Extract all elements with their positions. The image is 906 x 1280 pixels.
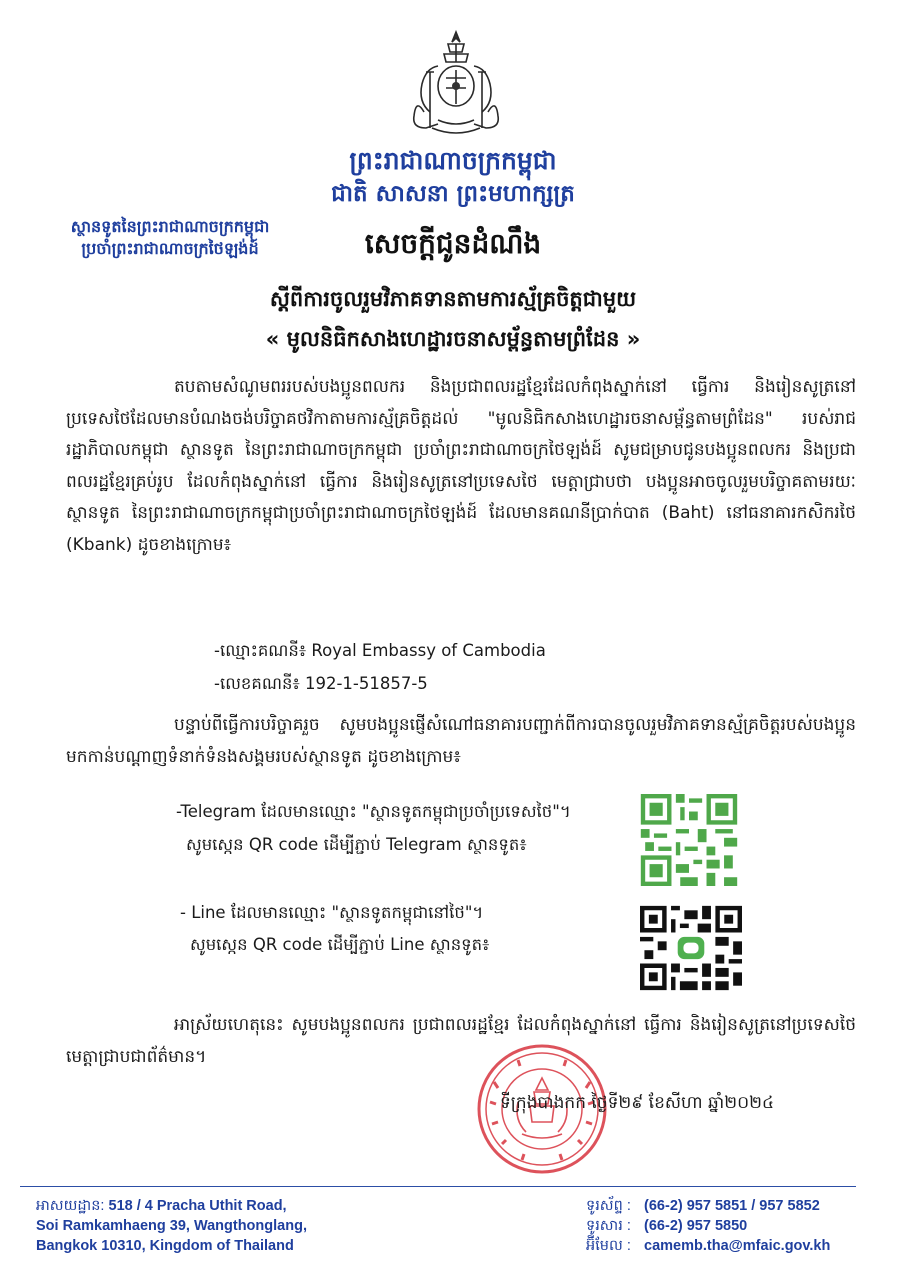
notice-title: សេចក្តីជូនដំណឹង — [364, 227, 542, 260]
phone-number: (66-2) 957 5851 / 957 5852 — [644, 1198, 820, 1214]
address-label: អាសយដ្ឋាន: — [36, 1198, 105, 1214]
account-name: -ឈ្មោះគណនី៖ Royal Embassy of Cambodia — [214, 641, 546, 660]
subject-line2: « មូលនិធិកសាងហេដ្ឋារចនាសម្ព័ន្ធតាមព្រំដែន » — [265, 327, 641, 351]
address-line2: Soi Ramkamhaeng 39, Wangthonglang, — [36, 1218, 307, 1234]
kingdom-heading: ព្រះរាជាណាចក្រកម្ពុជា — [349, 146, 557, 175]
footer-address — [36, 1196, 307, 1256]
fax-number: (66-2) 957 5850 — [644, 1218, 748, 1234]
telegram-contact-line1: -Telegram ដែលមានឈ្មោះ "ស្ថានទូតកម្ពុជាប្រចាំប្រទេសថៃ"។ — [176, 802, 571, 821]
royal-arms-of-cambodia-icon — [408, 28, 504, 140]
footer-divider — [20, 1186, 856, 1187]
account-number: -លេខគណនី៖ 192-1-51857-5 — [214, 674, 428, 693]
subject-line1: ស្តីពីការចូលរួមវិភាគទានតាមការស្ម័គ្រចិត្តជាមួយ — [269, 287, 637, 311]
address-line1: 518 / 4 Pracha Uthit Road, — [108, 1198, 287, 1214]
email-label: អ៊ីមែល : — [586, 1238, 631, 1254]
telegram-qr-code-icon[interactable] — [640, 794, 738, 886]
line-qr-code-icon[interactable] — [640, 905, 742, 991]
body-paragraph-2: បន្ទាប់ពីធ្វើការបរិច្ចាគរួច សូមបងប្អូនផ្ញើសំណៅធនាគារបញ្ជាក់ពីការបានចូលរួមវិភាគទានស្ម័គ្រចិត្តរបស់បងប្អូន មកកាន់បណ្តាញទំនាក់ទំនងសង្គមរបស់ស្ថានទូត ដូចខាងក្រោម៖ — [66, 715, 856, 767]
motto-heading: ជាតិ សាសនា ព្រះមហាក្សត្រ — [331, 181, 575, 207]
phone-label: ទូរស័ព្ទ : — [586, 1198, 631, 1214]
address-line3: Bangkok 10310, Kingdom of Thailand — [36, 1238, 294, 1254]
line-contact-line1: - Line ដែលមានឈ្មោះ "ស្ថានទូតកម្ពុជានៅថៃ"។ — [180, 903, 484, 922]
fax-label: ទូរសារ : — [586, 1218, 631, 1234]
body-paragraph-1: តបតាមសំណូមពររបស់បងប្អូនពលករ និងប្រជាពលរដ្ឋខ្មែរដែលកំពុងស្នាក់នៅ ធ្វើការ និងរៀនសូត្រនៅប្រទេសថៃដែលមានបំណងចង់បរិច្ចាគថវិកាតាមការស្ម័គ្រចិត្តដល់ "មូលនិធិកសាងហេដ្ឋារចនាសម្ព័ន្ធតាមព្រំដែន" របស់រាជរដ្ឋាភិបាលកម្ពុជា ស្ថានទូត នៃព្រះរាជាណាចក្រកម្ពុជា ប្រចាំព្រះរាជាណាចក្រថៃឡង់ដ៍ សូមជម្រាបជូនបងប្អូនពលករ និងប្រជាពលរដ្ឋខ្មែរគ្រប់រូប ដែលកំពុងស្នាក់នៅ ធ្វើការ និងរៀនសូត្រនៅប្រទេសថៃ មេត្តាជ្រាបថា បងប្អូនអាចចូលរួមបរិច្ចាគតាមរយៈស្ថានទូត នៃព្រះរាជាណាចក្រកម្ពុជាប្រចាំព្រះរាជាណាចក្រថៃឡង់ដ៍ ដែលមានគណនីប្រាក់បាត (Baht) នៅធនាគារកសិករថៃ (Kbank) ដូចខាងក្រោម៖ — [66, 377, 856, 555]
body-paragraph-3: អាស្រ័យហេតុនេះ សូមបងប្អូនពលករ ប្រជាពលរដ្ឋខ្មែរ ដែលកំពុងស្នាក់នៅ ធ្វើការ និងរៀនសូត្រនៅប្រទេសថៃ មេត្តាជ្រាបជាព័ត៌មាន។ — [66, 1015, 856, 1067]
telegram-contact-line2: សូមស្កេន QR code ដើម្បីភ្ជាប់ Telegram ស្ថានទូត៖ — [186, 835, 527, 854]
embassy-name-line2: ប្រចាំព្រះរាជាណាចក្រថៃឡង់ដ៍ — [81, 239, 259, 258]
footer-contacts — [586, 1196, 830, 1256]
line-contact-line2: សូមស្កេន QR code ដើម្បីភ្ជាប់ Line ស្ថានទូត៖ — [190, 935, 490, 954]
embassy-name-line1: ស្ថានទូតនៃព្រះរាជាណាចក្រកម្ពុជា — [70, 217, 270, 236]
email-address[interactable]: camemb.tha@mfaic.gov.kh — [644, 1238, 831, 1254]
letter-date: ទីក្រុងបាងកក ថ្ងៃទី២៩ ខែសីហា ឆ្នាំ២០២៤ — [500, 1093, 775, 1113]
